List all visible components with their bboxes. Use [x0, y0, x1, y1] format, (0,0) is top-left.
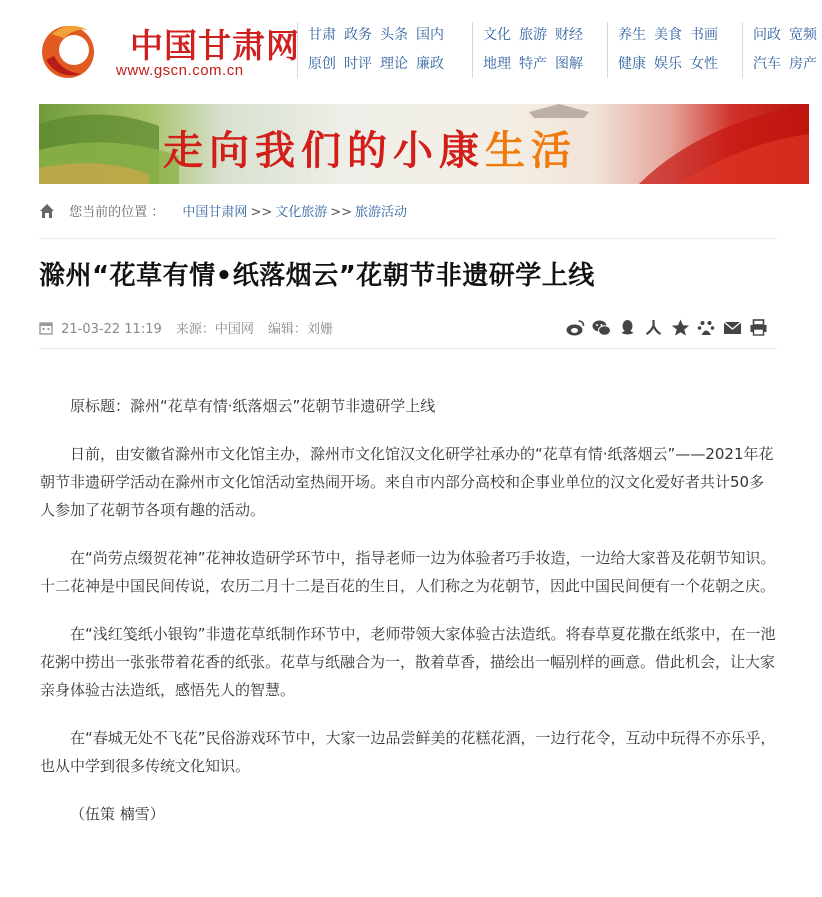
- nav-link-caijing[interactable]: 财经: [555, 27, 583, 43]
- favorite-icon[interactable]: [670, 318, 691, 338]
- publish-datetime: 21-03-22 11:19: [61, 322, 162, 337]
- site-header: [0, 0, 822, 96]
- article-paragraph: 在“春城无处不飞花”民俗游戏环节中，大家一边品尝鲜美的花糕花酒，一边行花令，互动中玩得不亦乐乎，也从中学到很多传统文化知识。: [40, 729, 776, 775]
- article-byline: （伍策 楠雪）: [70, 805, 165, 823]
- article-title: 滁州“花草有情•纸落烟云”花朝节非遗研学上线: [39, 261, 595, 291]
- nav-row: [753, 51, 817, 80]
- nav-link-yangsheng[interactable]: 养生: [618, 27, 646, 43]
- weibo-icon[interactable]: [565, 318, 586, 338]
- nav-row: [308, 51, 452, 80]
- nav-link-shiping[interactable]: 时评: [344, 56, 372, 72]
- breadcrumb-separator: >>: [330, 205, 353, 220]
- qq-icon[interactable]: [617, 318, 638, 338]
- nav-link-yuanchuang[interactable]: 原创: [308, 56, 336, 72]
- breadcrumb-item-travel-events[interactable]: 旅游活动: [355, 205, 408, 220]
- nav-row: [618, 22, 726, 51]
- nav-link-lvyou[interactable]: 旅游: [519, 27, 547, 43]
- nav-link-lianzheng[interactable]: 廉政: [416, 56, 444, 72]
- nav-link-wenhua[interactable]: 文化: [483, 27, 511, 43]
- logo-text: 中国甘肃网: [130, 26, 300, 65]
- logo-url: www.gscn.com.cn: [116, 62, 244, 79]
- wechat-icon[interactable]: [591, 318, 612, 338]
- nav-link-zhengwu[interactable]: 政务: [344, 27, 372, 43]
- nav-link-toutiao[interactable]: 头条: [380, 27, 408, 43]
- home-icon[interactable]: [39, 203, 55, 219]
- nav-link-meishi[interactable]: 美食: [654, 27, 682, 43]
- breadcrumb-separator: >>: [250, 205, 273, 220]
- nav-link-lilun[interactable]: 理论: [380, 56, 408, 72]
- banner-slogan-part2: 小康: [393, 128, 485, 174]
- print-icon[interactable]: [748, 318, 769, 338]
- nav-row: [753, 22, 817, 51]
- nav-link-yule[interactable]: 娱乐: [654, 56, 682, 72]
- promo-banner[interactable]: [39, 104, 809, 184]
- banner-slogan-part3: 生活: [485, 128, 577, 174]
- calendar-icon: [39, 321, 53, 335]
- article-source: 来源：中国网: [175, 322, 254, 337]
- nav-link-gansu[interactable]: 甘肃: [308, 27, 336, 43]
- nav-link-dili[interactable]: 地理: [483, 56, 511, 72]
- article-paragraph: 在“浅红笺纸小银钩”非遗花草纸制作环节中，老师带领大家体验古法造纸。将春草夏花撒在纸浆中，在一池花粥中捞出一张张带着花香的纸张。花草与纸融合为一，散着草香，描绘出一幅别样的画意。借此机会，让大家亲身体验古法造纸，感悟先人的智慧。: [40, 625, 776, 699]
- nav-group-2: [472, 22, 591, 78]
- breadcrumb-label: 您当前的位置 ：: [69, 205, 165, 220]
- nav-link-tujie[interactable]: 图解: [555, 56, 583, 72]
- banner-slogan-part1: 走向我们的: [163, 128, 393, 174]
- article-paragraph: 日前，由安徽省滁州市文化馆主办，滁州市文化馆汉文化研学社承办的“花草有情·纸落烟云”——2021年花朝节非遗研学活动在滁州市文化馆活动室热闹开场。来自市内部分高校和企事业单位的汉文化爱好者共计50多人参加了花朝节各项有趣的活动。: [40, 445, 774, 519]
- renren-icon[interactable]: [643, 318, 664, 338]
- nav-link-nvxing[interactable]: 女性: [690, 56, 718, 72]
- breadcrumb-item-culture-travel[interactable]: 文化旅游: [275, 205, 328, 220]
- nav-link-qiche[interactable]: 汽车: [753, 56, 781, 72]
- share-toolbar: [564, 318, 769, 340]
- article-meta: [39, 318, 777, 349]
- nav-group-1: [297, 22, 452, 78]
- nav-link-techan[interactable]: 特产: [519, 56, 547, 72]
- breadcrumb-item-home[interactable]: 中国甘肃网: [182, 205, 248, 220]
- email-icon[interactable]: [722, 318, 743, 338]
- site-logo[interactable]: [38, 16, 300, 86]
- nav-group-3: [607, 22, 726, 78]
- nav-link-fangchan[interactable]: 房产: [789, 56, 817, 72]
- nav-link-guonei[interactable]: 国内: [416, 27, 444, 43]
- article-editor: 编辑：刘姗: [268, 322, 334, 337]
- nav-row: [483, 22, 591, 51]
- nav-link-jiankang[interactable]: 健康: [618, 56, 646, 72]
- baidu-icon[interactable]: [696, 318, 717, 338]
- banner-slogan: [163, 119, 577, 176]
- logo-emblem-icon: [38, 16, 98, 82]
- article-paragraph: 原标题：滁州“花草有情·纸落烟云”花朝节非遗研学上线: [70, 397, 436, 415]
- nav-link-wenzheng[interactable]: 问政: [753, 27, 781, 43]
- nav-row: [308, 22, 452, 51]
- nav-link-shuhua[interactable]: 书画: [690, 27, 718, 43]
- breadcrumb: [39, 203, 777, 239]
- nav-row: [483, 51, 591, 80]
- nav-row: [618, 51, 726, 80]
- article-body: [40, 392, 778, 848]
- nav-group-4: [742, 22, 817, 78]
- nav-link-kuanpin[interactable]: 宽频: [789, 27, 817, 43]
- article-paragraph: 在“尚劳点缀贺花神”花神妆造研学环节中，指导老师一边为体验者巧手妆造，一边给大家普及花朝节知识。十二花神是中国民间传说，农历二月十二是百花的生日，人们称之为花朝节，因此中国民间便有一个花朝之庆。: [40, 549, 776, 595]
